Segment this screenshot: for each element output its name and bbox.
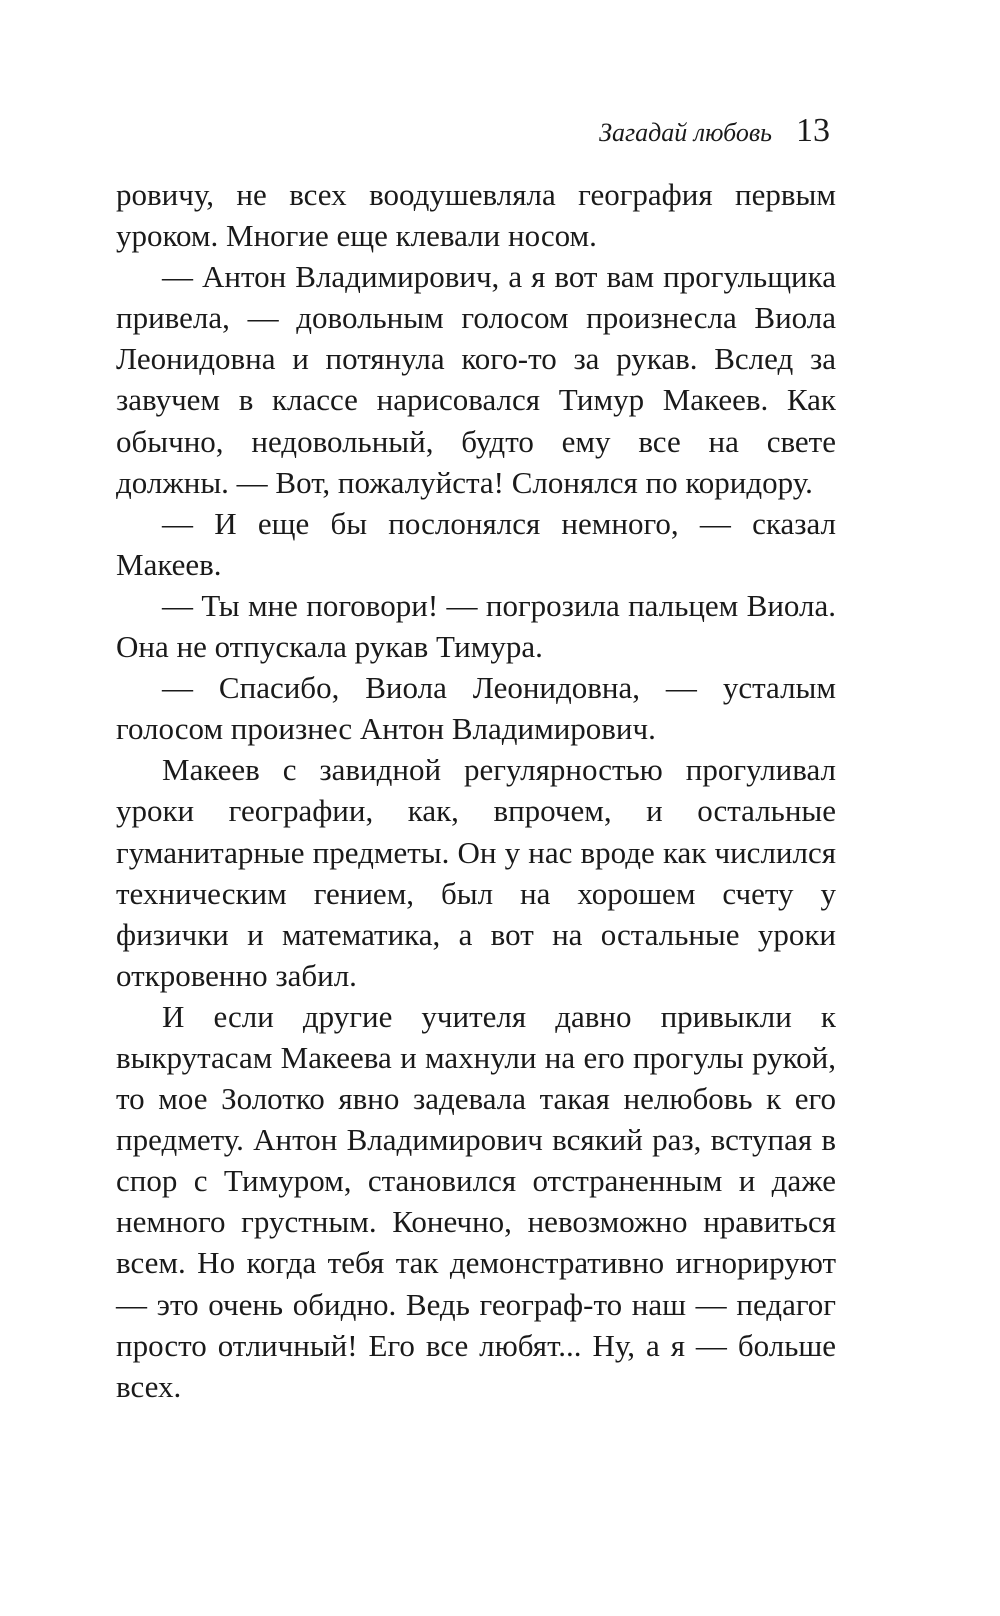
- page-number: 13: [796, 112, 830, 149]
- running-head: [599, 112, 830, 152]
- paragraph: Макеев с завидной регулярностью прогуливал уроки географии, как, впрочем, и остальные гуманитарные предметы. Он у нас вроде как числился техническим гением, был на хорошем счету у физички и математика, а вот на остальные уроки откровенно забил.: [116, 752, 836, 993]
- paragraph: — Антон Владимирович, а я вот вам прогульщика привела, — довольным голосом произнесла Виола Леонидовна и потянула кого-то за рукав. Вслед за завучем в классе нарисовался Тимур Макеев. Как обычно, недовольный, будто ему все на свете должны. — Вот, пожалуйста! Слонялся по коридору.: [116, 259, 836, 500]
- body-text: [116, 174, 836, 1407]
- paragraph: ровичу, не всех воодушевляла география первым уроком. Многие еще клевали носом.: [116, 177, 836, 254]
- paragraph: — Спасибо, Виола Леонидовна, — усталым голосом произнес Антон Владимирович.: [116, 670, 836, 747]
- paragraph: — И еще бы послонялся немного, — сказал Макеев.: [116, 505, 836, 582]
- paragraph: — Ты мне поговори! — погрозила пальцем Виола. Она не отпускала рукав Тимура.: [116, 587, 836, 665]
- running-title: Загадай любовь: [599, 118, 772, 147]
- paragraph: И если другие учителя давно привыкли к выкрутасам Макеева и махнули на его прогулы рукой, то мое Золотко явно задевала такая нелюбовь к его предмету. Антон Владимирович всякий раз, вступая в спор с Тимуром, становился отстраненным и даже немного грустным. Конечно, невозможно нравиться всем. Но когда тебя так демонстративно игнорируют — это очень обидно. Ведь географ-то наш — педагог просто отличный! Его все любят... Ну, а я — больше всех.: [116, 998, 836, 1404]
